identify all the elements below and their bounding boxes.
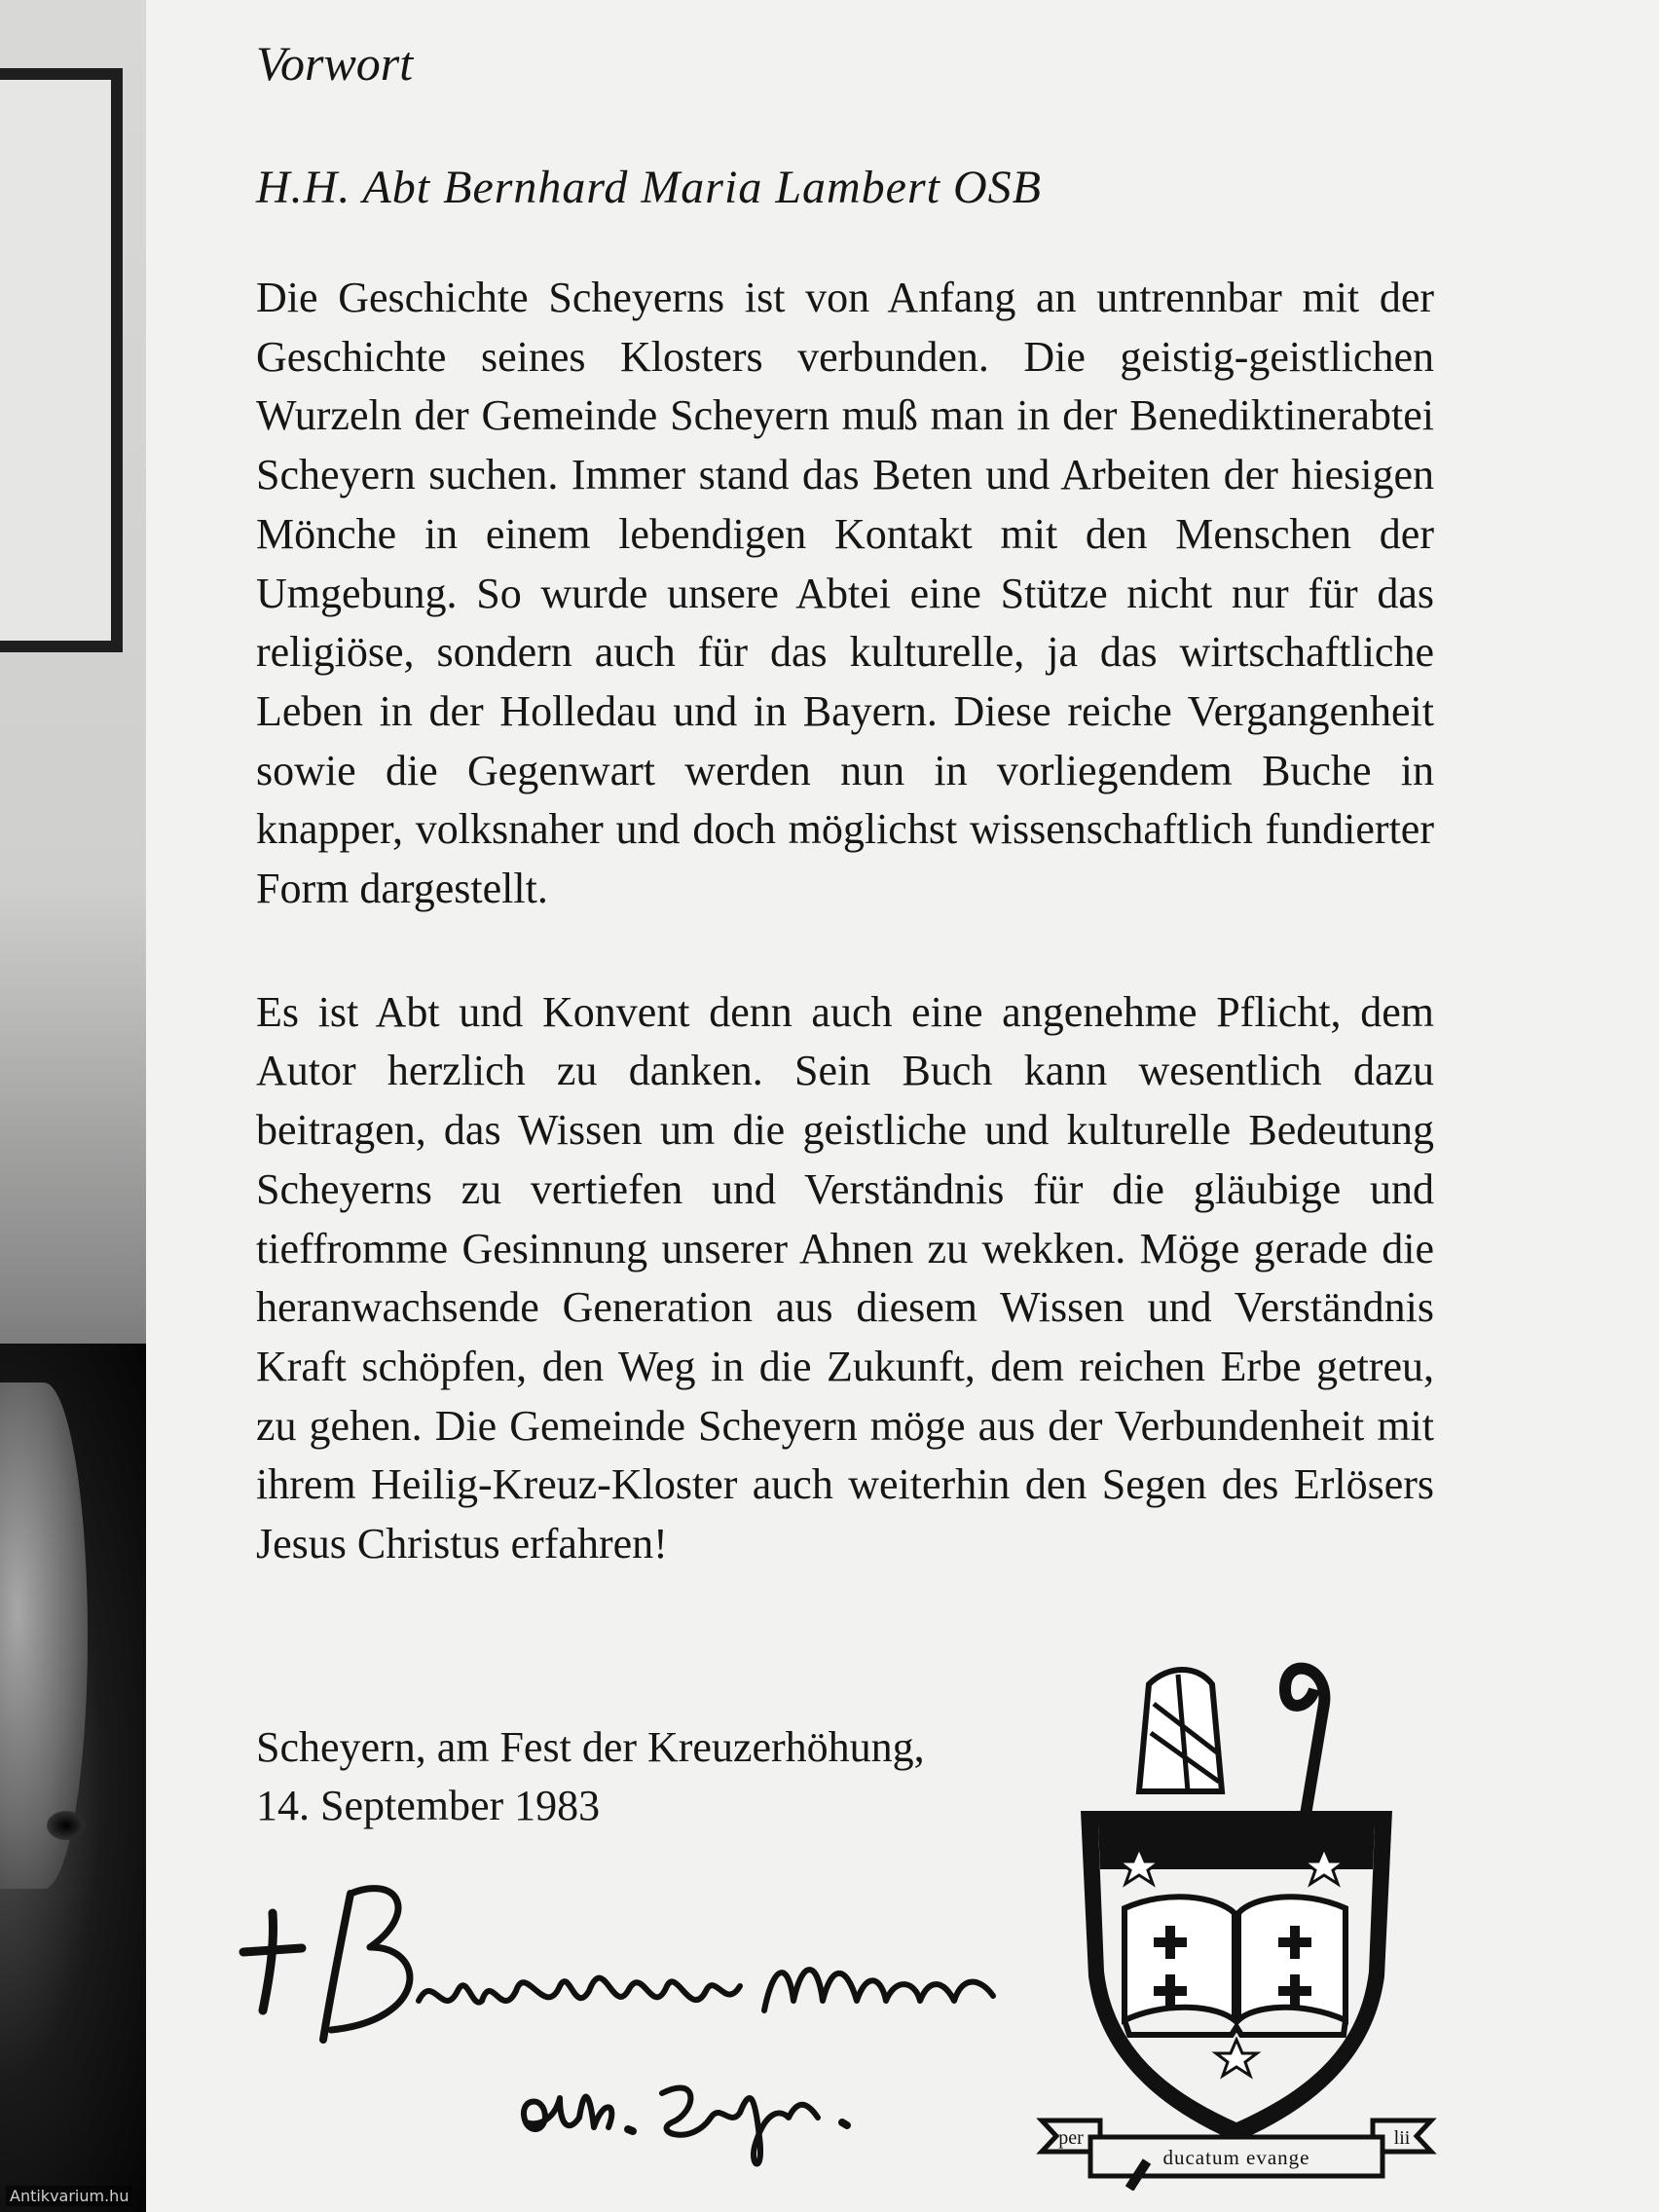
watermark: Antikvarium.hu [6,2186,132,2206]
banner-right-text: lii [1393,2127,1411,2149]
portrait-photo-edge [0,0,146,2212]
foreword-text-block [256,29,1434,1574]
dateline [256,1718,925,1835]
signature-drawing [234,1855,1013,2176]
portrait-eye [47,1811,86,1840]
section-label: Vorwort [256,36,414,91]
book-icon [1124,1897,1235,2020]
picture-frame [0,68,123,652]
author-line: H.H. Abt Bernhard Maria Lambert OSB [256,162,1042,213]
paragraph-2: Es ist Abt und Konvent denn auch eine angenehme Pflicht, dem Autor herzlich zu danken. Sein Buch kann wesentlich dazu beitragen, das Wissen um die geistliche und kulturelle Bedeutung Scheyerns zu vertiefen und Verständnis für die gläubige und tieffromme Gesinnung unserer Ahnen zu wekken. Möge gerade die heranwachsende Generation aus diesem Wissen und Verständnis Kraft schöpfen, den Weg in die Zukunft, dem reichen Erbe getreu, zu gehen. Die Gemeinde Scheyern möge aus der Verbundenheit mit ihrem Heilig-Kreuz-Kloster auch weiterhin den Segen des Erlösers Jesus Christus erfahren! [256,987,1434,1568]
abbey-coat-of-arms [1032,1645,1441,2191]
crozier-icon [1285,1669,1324,1821]
banner-middle-text: ducatum evange [1162,2146,1310,2169]
dateline-place: Scheyern, am Fest der Kreuzerhöhung, [256,1723,925,1771]
coat-of-arms-drawing [1032,1645,1441,2191]
dateline-date: 14. September 1983 [256,1782,601,1829]
handwritten-signature [234,1855,1013,2176]
paragraph-1: Die Geschichte Scheyerns ist von Anfang an untrennbar mit der Geschichte seines Klosters verbunden. Die geistig-geistlichen Wurzeln der Gemeinde Scheyern muß man in der Benediktinerabtei Scheyern suchen. Immer stand das Beten und Arbeiten der hiesigen Mönche in einem lebendigen Kontakt mit den Menschen der Umgebung. So wurde unsere Abtei eine Stütze nicht nur für das religiöse, sondern auch für das kulturelle, ja das wirtschaftliche Leben in der Holledau und in Bayern. Diese reiche Vergangenheit sowie die Gegenwart werden nun in vorliegendem Buche in knapper, volksnaher und doch möglichst wissenschaftlich fundierter Form dargestellt. [256,274,1434,913]
banner-left-text: per [1058,2127,1084,2149]
